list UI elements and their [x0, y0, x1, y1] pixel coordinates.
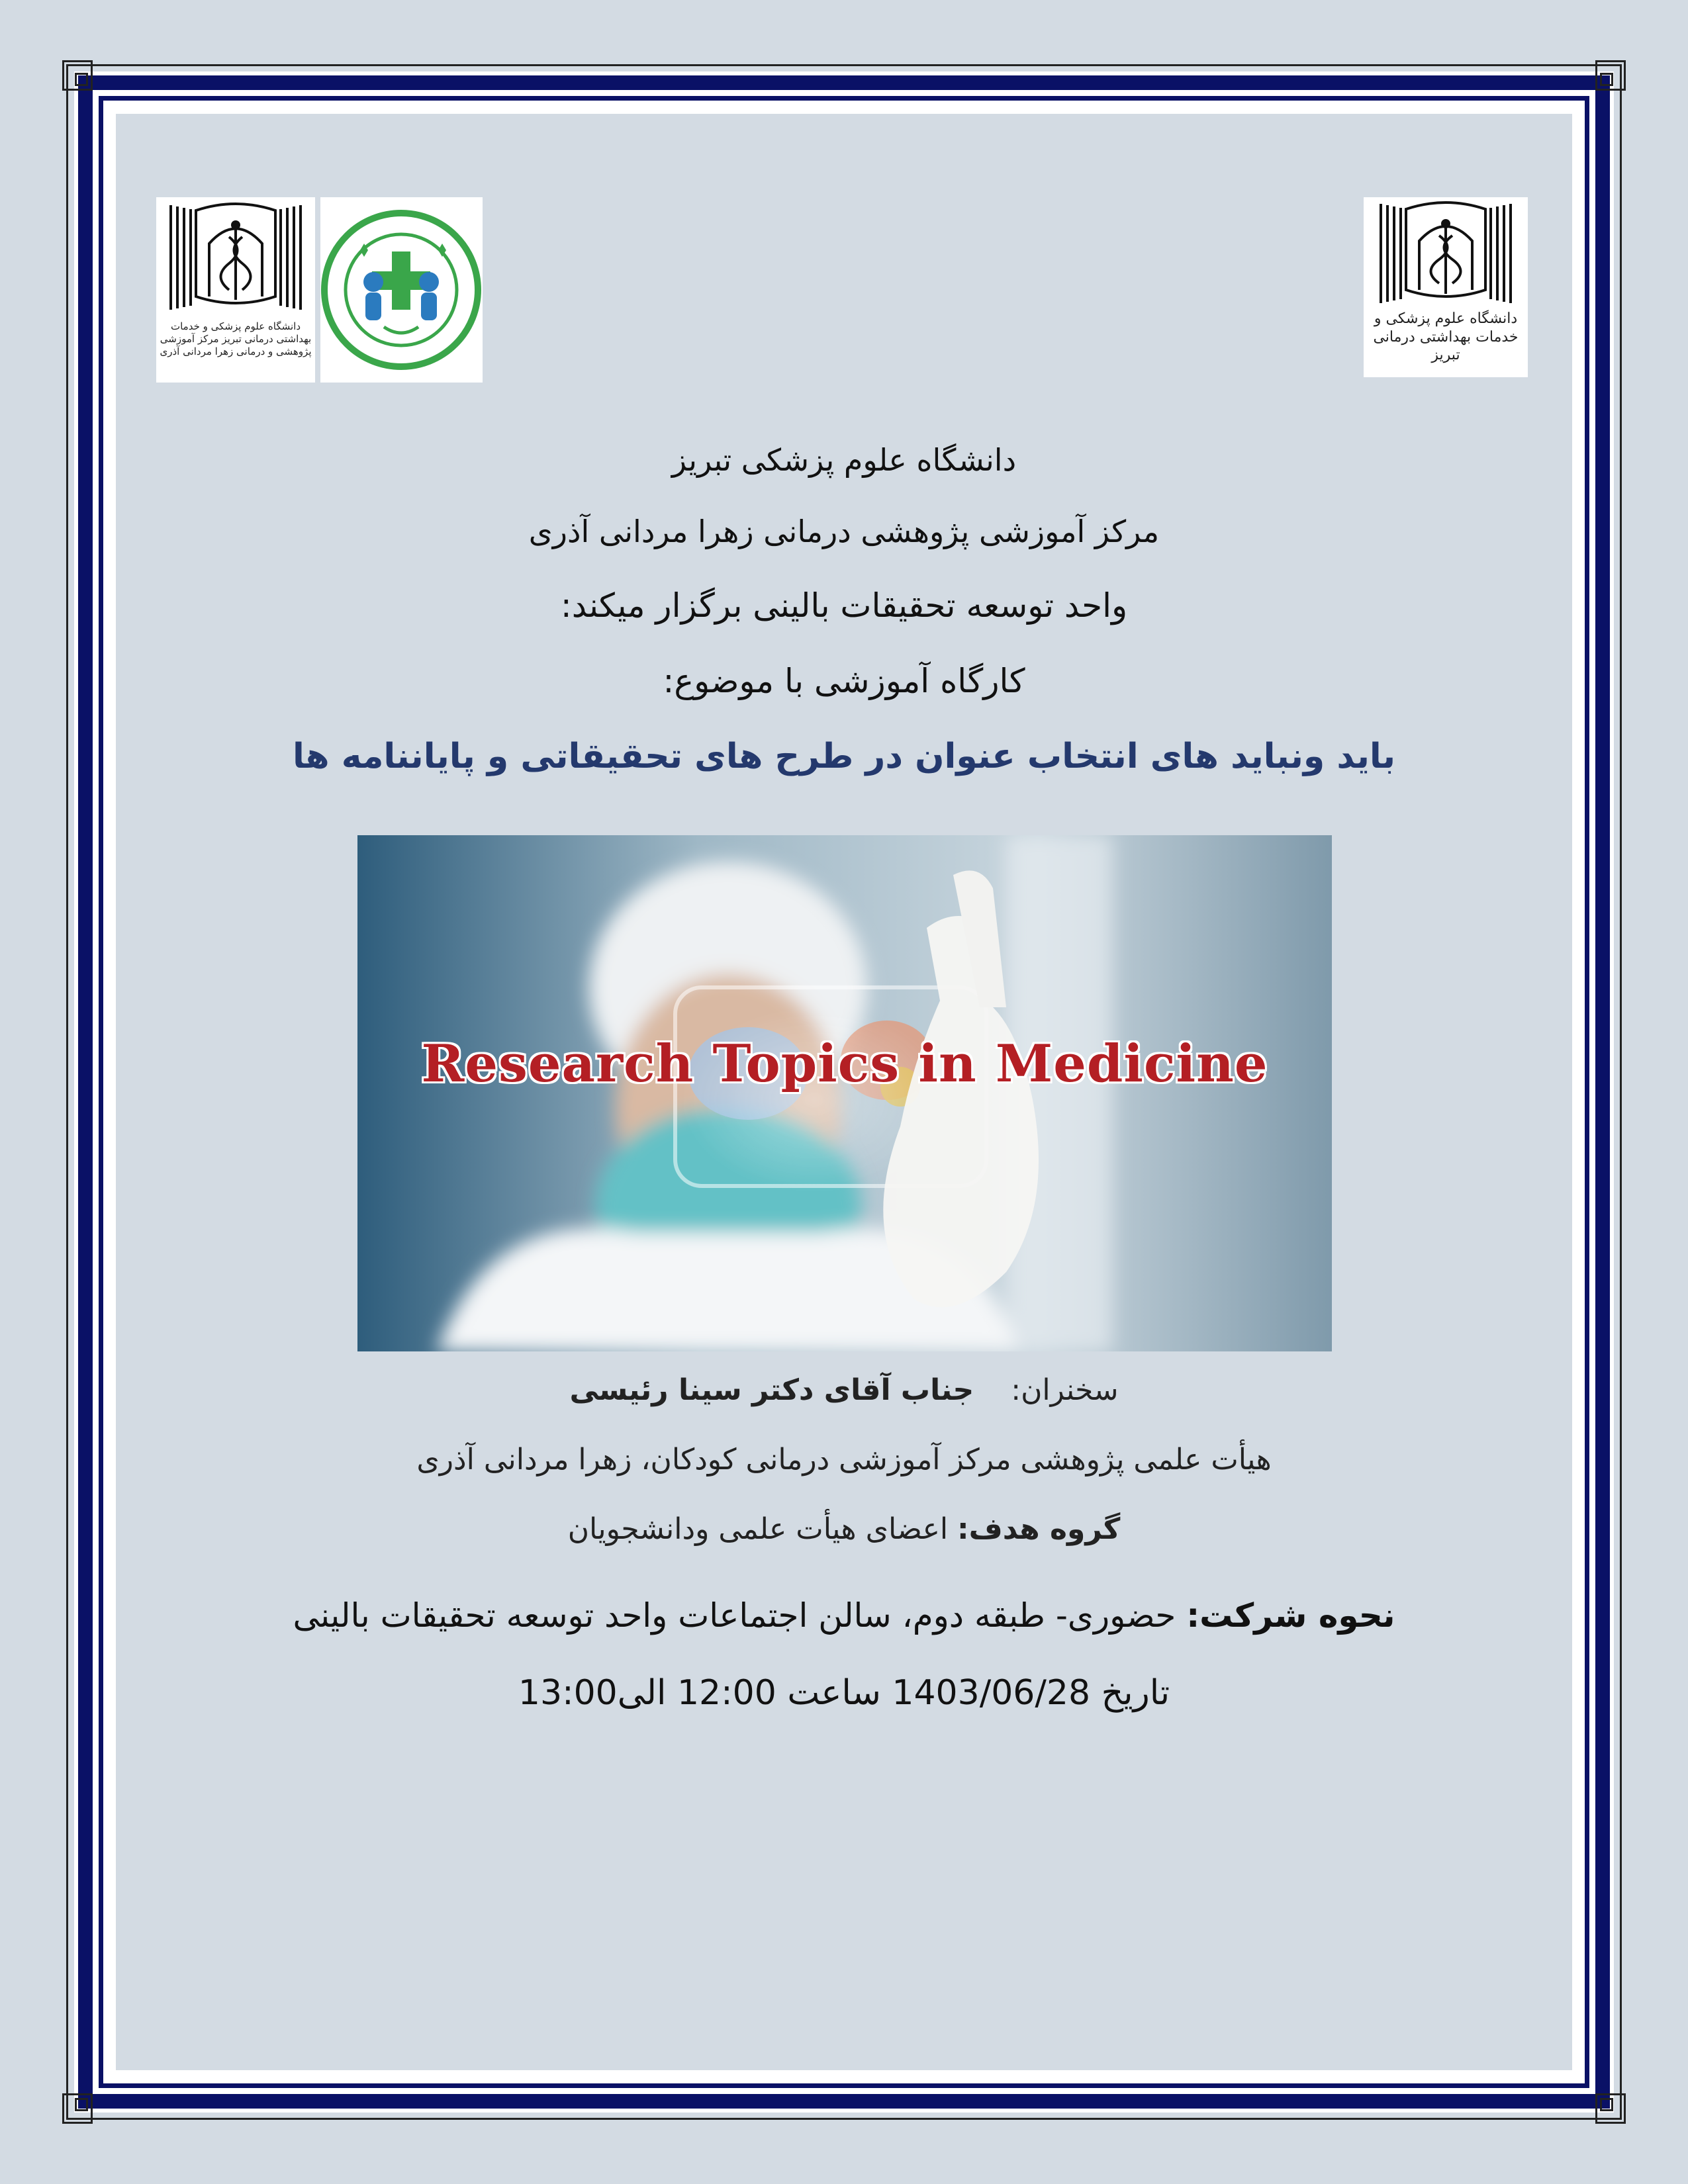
speaker-label: سخنران:	[1011, 1373, 1119, 1407]
center-name: مرکز آموزشی پژوهشی درمانی زهرا مردانی آذری	[528, 514, 1160, 549]
tabriz-university-logo	[1364, 197, 1528, 377]
workshop-intro: کارگاه آموزشی با موضوع:	[663, 662, 1025, 700]
corner-ornament-bottom-left	[62, 2093, 93, 2124]
crdu-badge-icon	[320, 197, 483, 383]
corner-ornament-top-right	[1595, 60, 1626, 91]
tabriz-university-hospital-logo	[156, 197, 315, 383]
audience-value: اعضای هیأت علمی ودانشجویان	[567, 1512, 949, 1546]
organizing-unit: واحد توسعه تحقیقات بالینی برگزار میکند:	[560, 586, 1128, 625]
banner-caption: Research Topics in Medicine	[421, 1034, 1268, 1094]
participation-label: نحوه شرکت:	[1186, 1596, 1395, 1635]
audience-label: گروه هدف:	[957, 1512, 1121, 1546]
workshop-title: باید ونباید های انتخاب عنوان در طرح های تحقیقاتی و پایاننامه ها	[293, 737, 1395, 776]
research-banner-image	[357, 835, 1332, 1351]
university-name: دانشگاه علوم پزشکی تبریز	[671, 442, 1017, 478]
corner-ornament-bottom-right	[1595, 2093, 1626, 2124]
participation-line	[116, 1596, 1572, 1635]
right-logo-caption: دانشگاه علوم پزشکی و خدمات بهداشتی درمانی تبریز	[1373, 310, 1519, 363]
speaker-name: جناب آقای دکتر سینا رئیسی	[569, 1373, 974, 1407]
clinical-research-development-unit-logo	[320, 197, 483, 383]
participation-value: حضوری- طبقه دوم، سالن اجتماعات واحد توسعه تحقیقات بالینی	[293, 1596, 1176, 1635]
speaker-line	[116, 1373, 1572, 1407]
corner-ornament-top-left	[62, 60, 93, 91]
audience-line	[116, 1512, 1572, 1546]
left-logo-caption: دانشگاه علوم پزشکی و خدمات بهداشتی درمانی تبریز مرکز آموزشی پژوهشی و درمانی زهرا مردانی آذری	[160, 320, 312, 357]
event-datetime: تاریخ 1403/06/28 ساعت 12:00 الی13:00	[518, 1673, 1170, 1713]
speaker-affiliation: هیأت علمی پژوهشی مرکز آموزشی درمانی کودکان، زهرا مردانی آذری	[416, 1443, 1272, 1477]
